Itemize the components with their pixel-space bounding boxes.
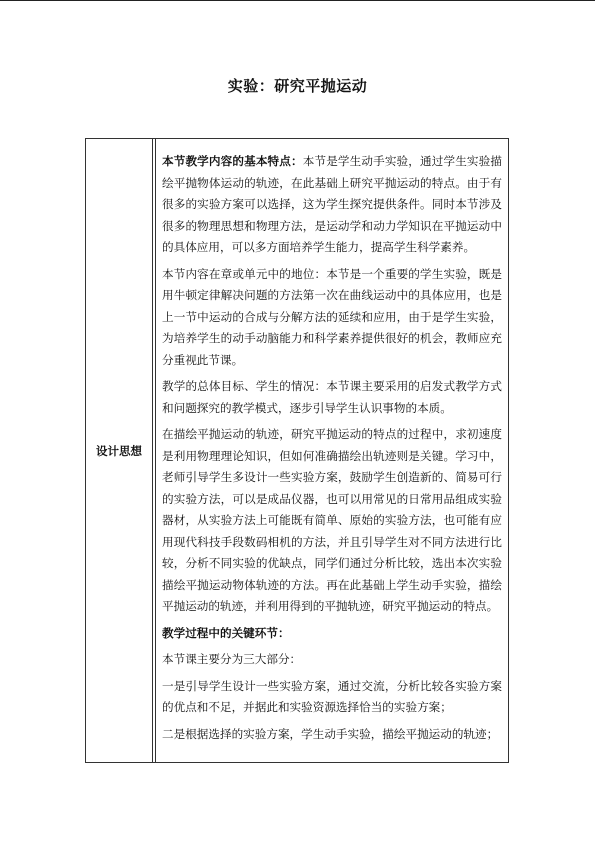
paragraph-bold-lead: 本节教学内容的基本特点：	[162, 154, 303, 168]
top-rule	[0, 0, 595, 1]
paragraph-text: 教学的总体目标、学生的情况：本节课主要采用的启发式教学方式和问题探究的教学模式，逐步引导学生认识事物的本质。	[162, 379, 502, 415]
paragraph-three-parts: 本节课主要分为三大部分：	[162, 652, 302, 666]
paragraph-text: 在描绘平抛运动的轨迹，研究平抛运动的特点的过程中，求初速度是利用物理理论知识，但如何准确描绘出轨迹则是关键。学习中，老师引导学生多设计一些实验方案，鼓励学生创造新的、简易可行的实验方法，可以是成品仪器，也可以用常见的日常用品组成实验器材，从实验方法上可能既有简单、原始的实验方法，也可能有应用现代科技手段数码相机的方法，并且引导学生对不同方法进行比较，分析不同实验的优缺点，同学们通过分析比较，选出本次实验描绘平抛运动物体轨迹的方法。再在此基础上学生动手实验，描绘平抛运动的轨迹，并利用得到的平抛轨迹，研究平抛运动的特点。	[162, 427, 502, 613]
paragraph-text: 本节内容在章或单元中的地位：本节是一个重要的学生实验，既是用牛顿定律解决问题的方法第一次在曲线运动中的具体应用，也是上一节中运动的合成与分解方法的延续和应用，由于是学生实验，为培养学生的动手动脑能力和科学素养提供很好的机会，教师应充分重视此节课。	[162, 266, 502, 367]
paragraph-part-one: 一是引导学生设计一些实验方案，通过交流，分析比较各实验方案的优点和不足，并据此和实验资源选择恰当的实验方案；	[162, 678, 502, 714]
page-title: 实验：研究平抛运动	[227, 77, 368, 95]
paragraph-text: 本节是学生动手实验，通过学生实验描绘平抛物体运动的轨迹，在此基础上研究平抛运动的特点。由于有很多的实验方案可以选择，这为学生探究提供条件。同时本节涉及很多的物理思想和物理方法，是运动学和动力学知识在平抛运动中的具体应用，可以多方面培养学生能力，提高学生科学素养。	[162, 154, 502, 254]
paragraph-part-two: 二是根据选择的实验方案，学生动手实验，描绘平抛运动的轨迹；	[162, 726, 499, 741]
paragraph-position	[162, 264, 502, 372]
content-cell	[155, 139, 508, 762]
paragraph-basic-features	[162, 151, 502, 259]
row-label-cell	[86, 139, 153, 762]
paragraph-goals	[162, 376, 502, 419]
row-label: 设计思想	[96, 443, 142, 458]
design-table	[85, 138, 509, 763]
paragraph-process	[162, 424, 502, 618]
key-steps-heading: 教学过程中的关键环节：	[162, 625, 290, 640]
